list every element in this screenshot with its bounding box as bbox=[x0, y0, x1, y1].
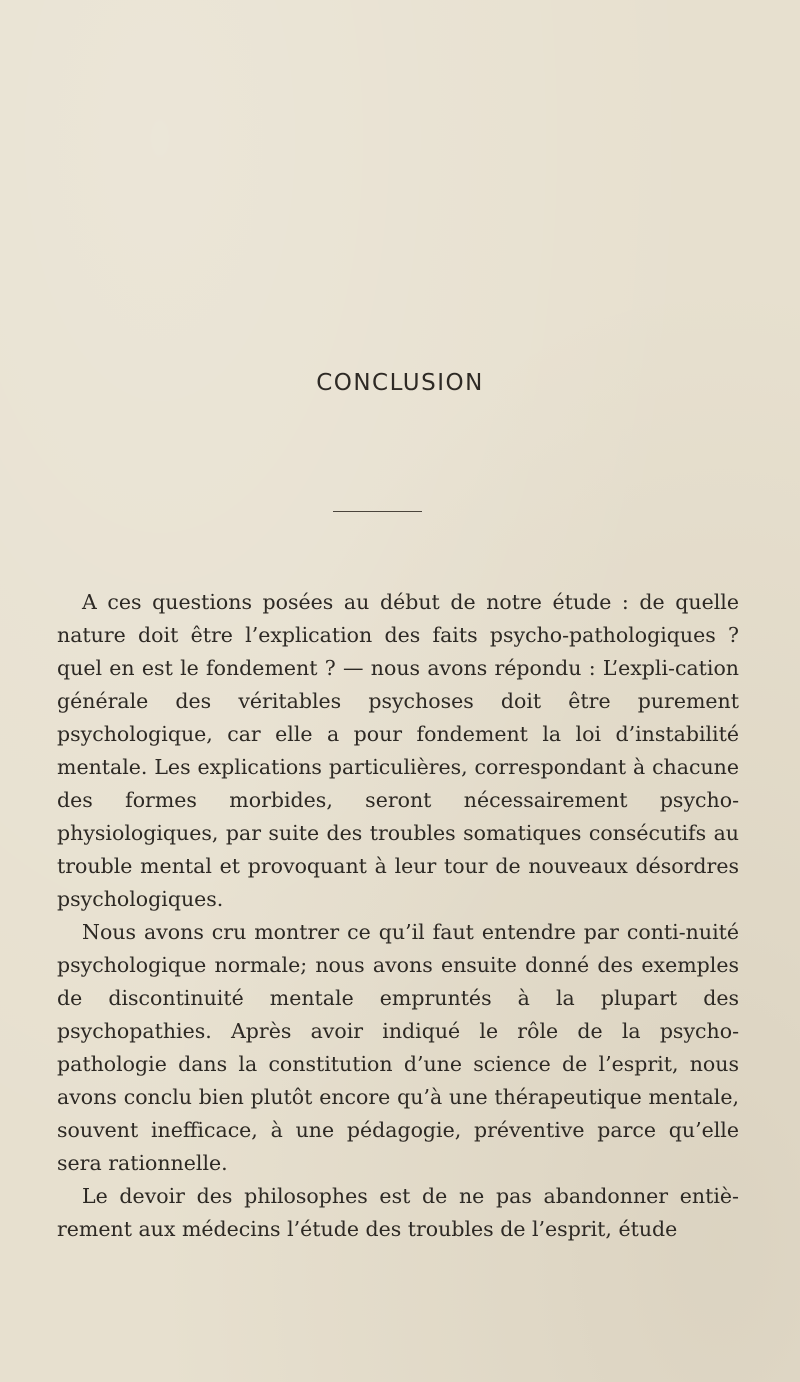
page-title: CONCLUSION bbox=[316, 370, 484, 396]
title-rule bbox=[333, 511, 422, 512]
paragraph-3: Le devoir des philosophes est de ne pas abandonner entiè-rement aux médecins l’étude des troubles de l’esprit, étude bbox=[57, 1184, 739, 1241]
paragraph-1: A ces questions posées au début de notre étude : de quelle nature doit être l’explication des faits psycho-pathologiques ? quel en est le fondement ? — nous avons répondu : L’expli-cation générale des véritables psychoses doit être purement psychologique, car elle a pour fondement la loi d’instabilité mentale. Les explications particulières, correspondant à chacune des formes morbides, seront nécessairement psycho-physiologiques, par suite des troubles somatiques consécutifs au trouble mental et provoquant à leur tour de nouveaux désordres psychologiques. bbox=[57, 590, 739, 911]
paragraph-2: Nous avons cru montrer ce qu’il faut entendre par conti-nuité psychologique normale; nous avons ensuite donné des exemples de discontinuité mentale empruntés à la plupart des psychopathies. Après avoir indiqué le rôle de la psycho-pathologie dans la constitution d’une science de l’esprit, nous avons conclu bien plutôt encore qu’à une thérapeutique mentale, souvent inefficace, à une pédagogie, préventive parce qu’elle sera rationnelle. bbox=[57, 920, 739, 1175]
body-text bbox=[57, 586, 739, 1246]
